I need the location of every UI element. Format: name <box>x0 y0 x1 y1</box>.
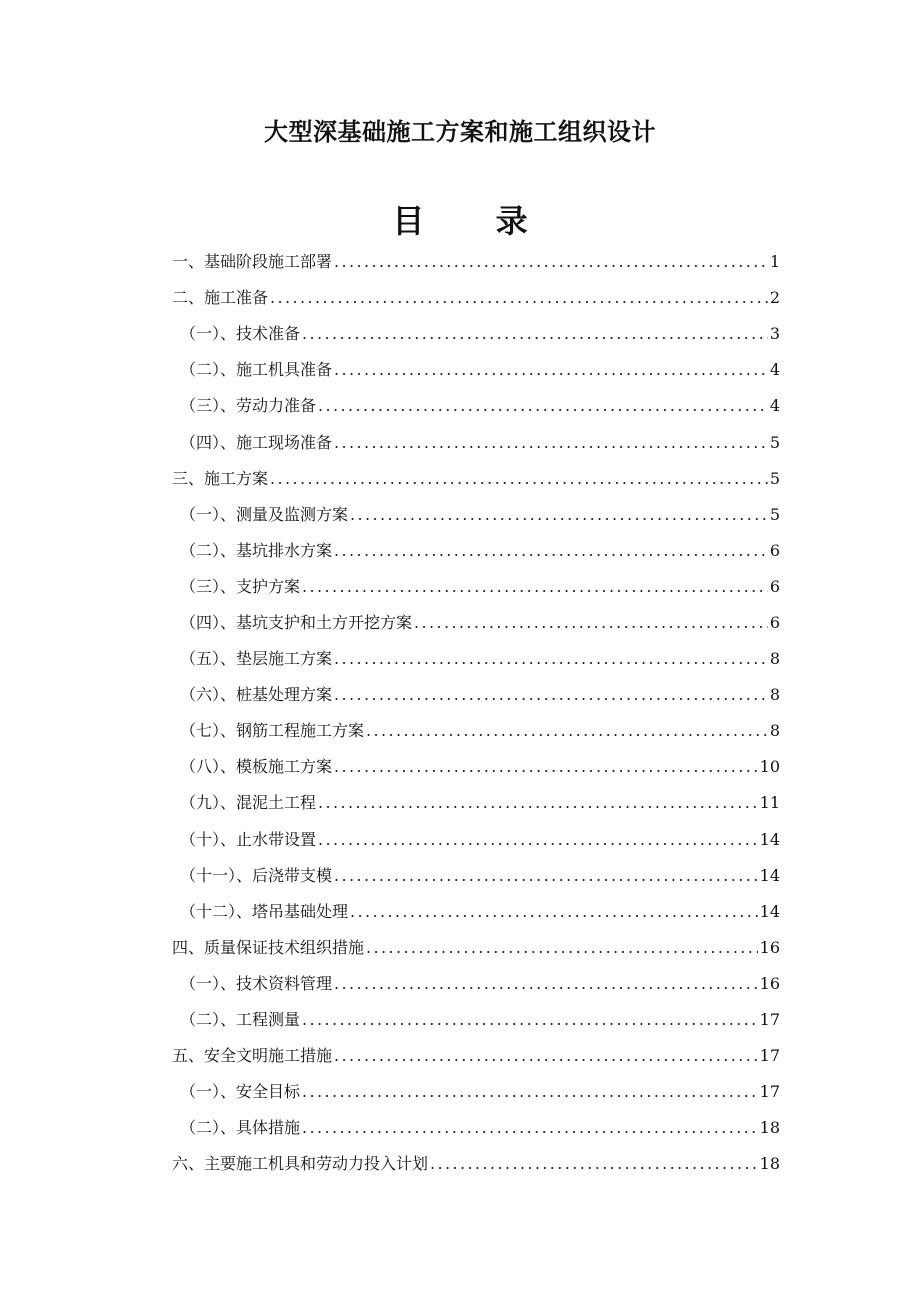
toc-leader-dots <box>350 505 768 525</box>
toc-entry[interactable] <box>172 822 780 858</box>
toc-entry-page: 6 <box>769 540 780 560</box>
toc-leader-dots <box>430 1154 758 1174</box>
toc-entry[interactable] <box>172 569 780 605</box>
toc-entry[interactable] <box>172 1038 780 1074</box>
toc-entry-label: 二、施工准备 <box>172 288 269 308</box>
toc-entry[interactable] <box>172 1074 780 1110</box>
toc-entry[interactable] <box>172 930 780 966</box>
toc-entry-label: （三）、支护方案 <box>180 576 301 596</box>
toc-entry[interactable] <box>172 858 780 894</box>
toc-entry-page: 14 <box>759 829 780 849</box>
toc-entry-page: 16 <box>759 973 780 993</box>
toc-entry-page: 10 <box>759 757 780 777</box>
toc-entry[interactable] <box>172 713 780 749</box>
toc-entry[interactable] <box>172 641 780 677</box>
toc-leader-dots <box>270 469 768 489</box>
toc-leader-dots <box>366 938 758 958</box>
toc-entry-page: 8 <box>769 721 780 741</box>
toc-entry-page: 5 <box>769 504 780 524</box>
toc-leader-dots <box>318 830 758 850</box>
table-of-contents <box>172 244 780 1182</box>
toc-entry-page: 18 <box>759 1118 780 1138</box>
toc-entry-page: 8 <box>769 649 780 669</box>
toc-entry-page: 6 <box>769 576 780 596</box>
toc-entry-page: 17 <box>759 1046 780 1066</box>
toc-leader-dots <box>366 721 768 741</box>
toc-entry[interactable] <box>172 497 780 533</box>
toc-entry-label: （一）、安全目标 <box>180 1082 301 1102</box>
toc-entry-page: 18 <box>759 1154 780 1174</box>
toc-leader-dots <box>334 866 758 886</box>
toc-entry-page: 8 <box>769 685 780 705</box>
toc-entry[interactable] <box>172 1002 780 1038</box>
toc-entry-label: （五）、垫层施工方案 <box>180 649 333 669</box>
toc-entry-label: 四、质量保证技术组织措施 <box>172 937 365 957</box>
toc-entry[interactable] <box>172 533 780 569</box>
toc-leader-dots <box>334 649 768 669</box>
toc-leader-dots <box>334 360 768 380</box>
toc-leader-dots <box>334 757 758 777</box>
toc-leader-dots <box>334 433 768 453</box>
toc-entry-label: （八）、模板施工方案 <box>180 757 333 777</box>
toc-entry-page: 11 <box>759 793 780 813</box>
toc-leader-dots <box>334 541 768 561</box>
toc-leader-dots <box>302 1118 758 1138</box>
toc-entry-label: （四）、施工现场准备 <box>180 432 333 452</box>
toc-entry-page: 17 <box>759 1082 780 1102</box>
toc-entry[interactable] <box>172 280 780 316</box>
toc-entry-label: （十）、止水带设置 <box>180 829 317 849</box>
toc-entry-page: 4 <box>769 396 780 416</box>
toc-leader-dots <box>334 974 758 994</box>
toc-entry-label: （二）、工程测量 <box>180 1010 301 1030</box>
toc-entry[interactable] <box>172 966 780 1002</box>
toc-entry-label: （九）、混泥土工程 <box>180 793 317 813</box>
toc-entry-label: （一）、测量及监测方案 <box>180 504 349 524</box>
toc-entry-label: （三）、劳动力准备 <box>180 396 317 416</box>
toc-entry-label: （二）、施工机具准备 <box>180 360 333 380</box>
toc-entry[interactable] <box>172 785 780 821</box>
toc-entry-label: （二）、基坑排水方案 <box>180 540 333 560</box>
toc-entry-label: （二）、具体措施 <box>180 1118 301 1138</box>
toc-entry-label: 一、基础阶段施工部署 <box>172 252 333 272</box>
toc-entry-page: 5 <box>769 468 780 488</box>
toc-entry[interactable] <box>172 244 780 280</box>
toc-leader-dots <box>334 252 768 272</box>
toc-entry-page: 3 <box>769 324 780 344</box>
toc-leader-dots <box>302 324 768 344</box>
toc-entry-label: （十二）、塔吊基础处理 <box>180 901 349 921</box>
toc-entry[interactable] <box>172 605 780 641</box>
toc-entry[interactable] <box>172 749 780 785</box>
toc-entry-label: （六）、桩基处理方案 <box>180 685 333 705</box>
toc-entry-page: 1 <box>769 252 780 272</box>
toc-leader-dots <box>318 396 768 416</box>
toc-leader-dots <box>302 1082 758 1102</box>
toc-heading: 目 录 <box>392 202 558 240</box>
toc-entry-label: （十一）、后浇带支模 <box>180 865 333 885</box>
toc-leader-dots <box>302 577 768 597</box>
toc-leader-dots <box>350 902 758 922</box>
toc-entry-label: （一）、技术资料管理 <box>180 973 333 993</box>
toc-entry[interactable] <box>172 461 780 497</box>
toc-entry[interactable] <box>172 677 780 713</box>
toc-leader-dots <box>414 613 768 633</box>
toc-entry[interactable] <box>172 388 780 424</box>
toc-leader-dots <box>318 793 758 813</box>
toc-entry-label: 五、安全文明施工措施 <box>172 1046 333 1066</box>
toc-leader-dots <box>302 1010 758 1030</box>
toc-entry-label: 六、主要施工机具和劳动力投入计划 <box>172 1154 429 1174</box>
toc-entry[interactable] <box>172 352 780 388</box>
toc-leader-dots <box>334 685 768 705</box>
toc-entry-label: （四）、基坑支护和土方开挖方案 <box>180 612 413 632</box>
toc-entry[interactable] <box>172 1146 780 1182</box>
toc-entry-page: 5 <box>769 432 780 452</box>
toc-entry-label: （七）、钢筋工程施工方案 <box>180 721 365 741</box>
toc-entry[interactable] <box>172 424 780 460</box>
toc-entry-page: 2 <box>769 288 780 308</box>
document-title: 大型深基础施工方案和施工组织设计 <box>264 118 656 146</box>
toc-entry-label: （一）、技术准备 <box>180 324 301 344</box>
toc-entry-page: 4 <box>769 360 780 380</box>
toc-entry[interactable] <box>172 1110 780 1146</box>
toc-entry-page: 6 <box>769 612 780 632</box>
toc-entry-label: 三、施工方案 <box>172 468 269 488</box>
toc-entry[interactable] <box>172 894 780 930</box>
toc-entry-page: 14 <box>759 901 780 921</box>
toc-entry-page: 14 <box>759 865 780 885</box>
toc-leader-dots <box>270 288 768 308</box>
toc-entry[interactable] <box>172 316 780 352</box>
toc-leader-dots <box>334 1046 758 1066</box>
toc-entry-page: 16 <box>759 937 780 957</box>
toc-entry-page: 17 <box>759 1010 780 1030</box>
